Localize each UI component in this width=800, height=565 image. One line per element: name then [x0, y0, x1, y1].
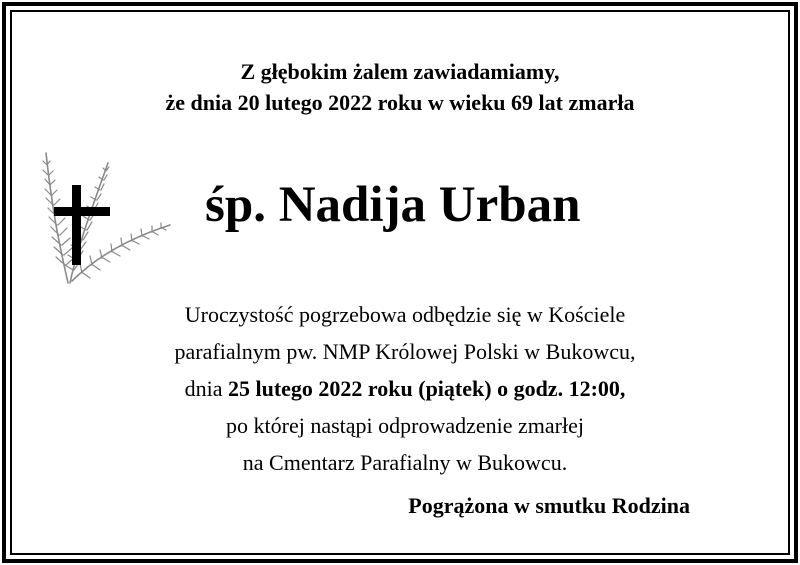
cross-with-fern-icon	[38, 145, 178, 290]
family-signature: Pogrążona w smutku Rodzina	[408, 493, 690, 518]
ceremony-date-time: 25 lutego 2022 roku (piątek) o godz. 12:00,	[227, 376, 626, 401]
ceremony-date-prefix: dnia	[184, 376, 228, 401]
announcement-intro	[0, 56, 800, 118]
ceremony-line-5: na Cmentarz Parafialny w Bukowcu.	[242, 450, 568, 475]
intro-line-1: Z głębokim żalem zawiadamiamy,	[240, 59, 560, 84]
ceremony-line-4: po której nastąpi odprowadzenie zmarłej	[226, 413, 584, 438]
deceased-name: śp. Nadija Urban	[205, 177, 581, 233]
ceremony-line-1: Uroczystość pogrzebowa odbędzie się w Kościele	[184, 302, 626, 327]
ceremony-line-2: parafialnym pw. NMP Królowej Polski w Bukowcu,	[174, 339, 636, 364]
funeral-details	[100, 296, 710, 481]
intro-line-2: że dnia 20 lutego 2022 roku w wieku 69 lat zmarła	[165, 90, 635, 115]
ceremony-line-3	[100, 370, 710, 407]
